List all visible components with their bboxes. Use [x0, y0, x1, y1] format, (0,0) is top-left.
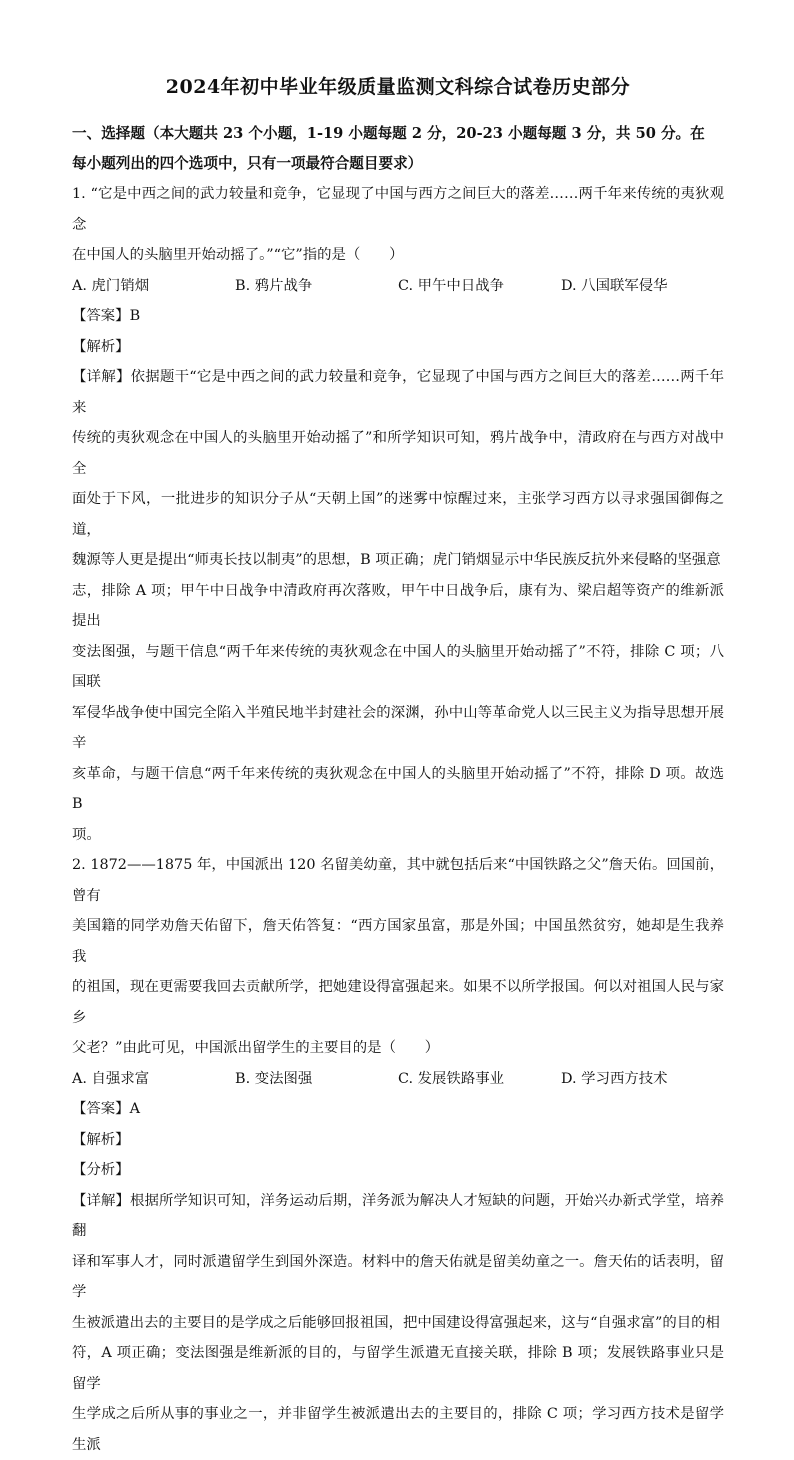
detail-line: 魏源等人更是提出“师夷长技以制夷”的思想，B 项正确；虎门销烟显示中华民族反抗外来侵略的坚强意 [72, 552, 721, 568]
question-stem: 在中国人的头脑里开始动摇了。”“它”指的是（ ） [72, 247, 404, 263]
option-b: B. 变法图强 [235, 1070, 313, 1087]
answer-label: 【答案】A [72, 1101, 140, 1117]
detail-line: 军侵华战争使中国完全陷入半殖民地半封建社会的深渊，孙中山等革命党人以三民主义为指导思想开展辛 [72, 704, 724, 751]
analysis-label: 【解析】 [72, 1131, 130, 1148]
question-stem: 1. “它是中西之间的武力较量和竞争，它显现了中国与西方之间巨大的落差……两千年来传统的夷狄观念 [72, 186, 724, 233]
question-options [72, 1064, 724, 1095]
question-options [72, 271, 724, 302]
option-a: A. 自强求富 [72, 1070, 150, 1087]
option-d: D. 学习西方技术 [561, 1070, 668, 1087]
detail-line: 志，排除 A 项；甲午中日战争中清政府再次落败，甲午中日战争后，康有为、梁启超等资产的维新派提出 [72, 582, 724, 629]
page-title: 2024年初中毕业年级质量监测文科综合试卷历史部分 [165, 76, 631, 98]
detail-line: 【详解】依据题干“它是中西之间的武力较量和竞争，它显现了中国与西方之间巨大的落差……两千年来 [72, 369, 724, 416]
section-heading-cont: 每小题列出的四个选项中，只有一项最符合题目要求） [72, 155, 423, 172]
option-a: A. 虎门销烟 [72, 277, 150, 294]
detail-line: 面处于下风，一批进步的知识分子从“天朝上国”的迷雾中惊醒过来，主张学习西方以寻求强国御侮之道， [72, 491, 724, 538]
detail-line: 传统的夷狄观念在中国人的头脑里开始动摇了”和所学知识可知，鸦片战争中，清政府在与西方对战中全 [72, 430, 724, 477]
question-stem: 的祖国，现在更需要我回去贡献所学，把她建设得富强起来。如果不以所学报国。何以对祖国人民与家乡 [72, 979, 724, 1026]
fenxi-label: 【分析】 [72, 1162, 130, 1178]
question-stem: 父老？”由此可见，中国派出留学生的主要目的是（ ） [72, 1040, 440, 1056]
analysis-label: 【解析】 [72, 338, 130, 355]
option-c: C. 发展铁路事业 [398, 1070, 504, 1087]
detail-line: 符，A 项正确；变法图强是维新派的目的，与留学生派遣无直接关联，排除 B 项；发展铁路事业只是留学 [72, 1345, 724, 1392]
question-2 [72, 850, 724, 1460]
option-d: D. 八国联军侵华 [561, 277, 668, 294]
question-stem: 美国籍的同学劝詹天佑留下，詹天佑答复：“西方国家虽富，那是外国；中国虽然贫穷，她却是生我养我 [72, 918, 724, 965]
detail-line: 项。 [72, 826, 101, 843]
detail-line: 亥革命，与题干信息“两千年来传统的夷狄观念在中国人的头脑里开始动摇了”不符，排除 D 项。故选 B [72, 765, 724, 812]
detail-line: 生被派遣出去的主要目的是学成之后能够回报祖国，把中国建设得富强起来，这与“自强求富”的目的相 [72, 1314, 720, 1331]
question-1 [72, 179, 724, 850]
detail-line: 译和军事人才，同时派遣留学生到国外深造。材料中的詹天佑就是留美幼童之一。詹天佑的话表明，留学 [72, 1253, 724, 1300]
detail-line: 生学成之后所从事的事业之一，并非留学生被派遣出去的主要目的，排除 C 项；学习西方技术是留学生派 [72, 1406, 724, 1453]
section-heading: 一、选择题（本大题共 23 个小题，1-19 小题每题 2 分，20-23 小题每题 3 分，共 50 分。在 [72, 125, 705, 142]
detail-line: 【详解】根据所学知识可知，洋务运动后期，洋务派为解决人才短缺的问题，开始兴办新式学堂，培养翻 [72, 1192, 724, 1239]
option-b: B. 鸦片战争 [235, 277, 313, 294]
answer-label: 【答案】B [72, 308, 141, 324]
question-stem: 2. 1872——1875 年，中国派出 120 名留美幼童，其中就包括后来“中国铁路之父”詹天佑。回国前，曾有 [72, 857, 724, 904]
detail-line: 变法图强，与题干信息“两千年来传统的夷狄观念在中国人的头脑里开始动摇了”不符，排除 C 项；八国联 [72, 643, 724, 690]
option-c: C. 甲午中日战争 [398, 277, 504, 294]
